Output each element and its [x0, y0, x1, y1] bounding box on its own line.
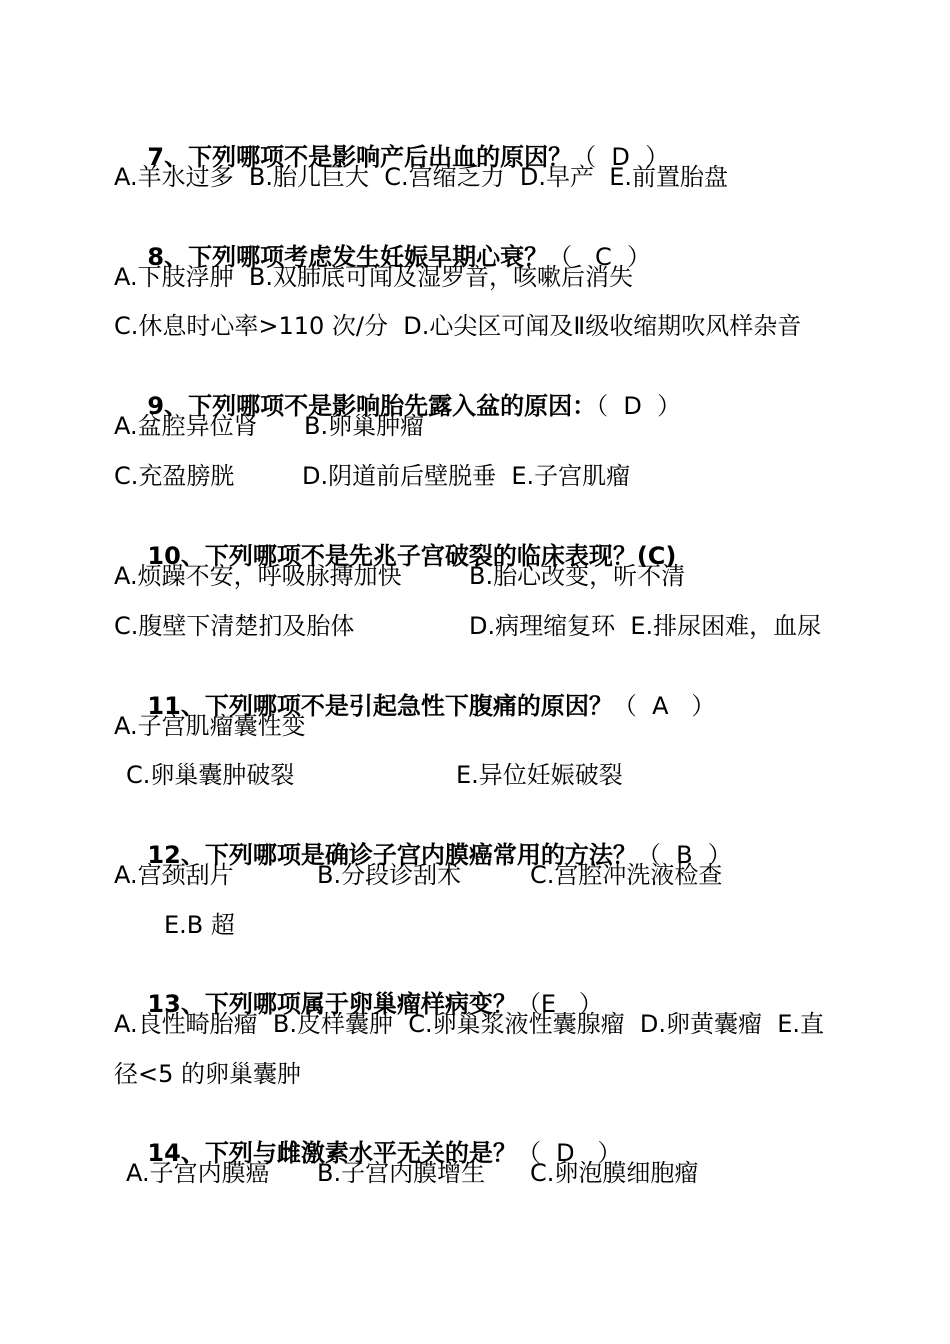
option: C.宫腔冲洗液检查	[530, 861, 723, 889]
question-text: 9、下列哪项不是影响胎先露入盆的原因：	[147, 392, 597, 420]
option: A.子宫内膜癌	[126, 1159, 270, 1187]
answer-blank: （ C ）	[548, 243, 652, 271]
option: B.分段诊刮术	[317, 861, 462, 889]
option: B.卵巢肿瘤	[304, 412, 425, 440]
answer-blank: （ D ）	[516, 1139, 622, 1167]
answer-blank: （ D ）	[596, 392, 682, 420]
options-line: A.下肢浮肿 B.双肺底可闻及湿罗音，咳嗽后消失	[114, 263, 633, 291]
options-row	[114, 411, 814, 441]
question-text: 10、下列哪项不是先兆子宫破裂的临床表现？	[147, 542, 637, 570]
question-text: 12、下列哪项是确诊子宫内膜癌常用的方法？	[147, 841, 637, 869]
options-row	[114, 611, 854, 641]
option: C.充盈膀胱	[114, 462, 235, 490]
options-line: A.羊水过多 B.胎儿巨大 C.宫缩乏力 D.早产 E.前置胎盘	[114, 163, 729, 191]
question-text: 8、下列哪项考虑发生妊娠早期心衰？	[147, 243, 549, 271]
options-row	[114, 1158, 814, 1188]
options-row	[114, 561, 854, 591]
options-line: E.B 超	[164, 911, 235, 939]
question-text: 14、下列与雌激素水平无关的是？	[147, 1139, 517, 1167]
options-row	[114, 461, 814, 491]
option: B.胎心改变，听不清	[469, 562, 686, 590]
option: C.腹壁下清楚扪及胎体	[114, 612, 355, 640]
options-line: 径<5 的卵巢囊肿	[114, 1060, 302, 1088]
option: A.盆腔异位肾	[114, 412, 258, 440]
options-row	[114, 760, 814, 790]
answer-blank: （ B ）	[636, 841, 732, 869]
question-text: 7、下列哪项不是影响产后出血的原因？	[147, 143, 573, 171]
option: E.异位妊娠破裂	[456, 761, 623, 789]
option: D.病理缩复环 E.排尿困难，血尿	[469, 612, 822, 640]
question-text: 13、下列哪项属于卵巢瘤样病变？	[147, 990, 517, 1018]
options-line: A.子宫肌瘤囊性变	[114, 712, 306, 740]
option: D.阴道前后壁脱垂 E.子宫肌瘤	[302, 462, 631, 490]
question-text: 11、下列哪项不是引起急性下腹痛的原因？	[147, 692, 613, 720]
options-row	[114, 860, 814, 890]
options-line: C.休息时心率>110 次/分 D.心尖区可闻及Ⅱ级收缩期吹风样杂音	[114, 312, 802, 340]
option: C.卵泡膜细胞瘤	[530, 1159, 699, 1187]
option: B.子宫内膜增生	[317, 1159, 486, 1187]
answer-blank: (C)	[636, 542, 677, 570]
option: C.卵巢囊肿破裂	[126, 761, 295, 789]
option: A.烦躁不安，呼吸脉搏加快	[114, 562, 402, 590]
answer-blank: （ D ）	[572, 143, 670, 171]
answer-blank: （ A ）	[612, 692, 716, 720]
answer-blank: （E ）	[516, 990, 603, 1018]
options-line: A.良性畸胎瘤 B.皮样囊肿 C.卵巢浆液性囊腺瘤 D.卵黄囊瘤 E.直	[114, 1010, 825, 1038]
option: A.宫颈刮片	[114, 861, 234, 889]
